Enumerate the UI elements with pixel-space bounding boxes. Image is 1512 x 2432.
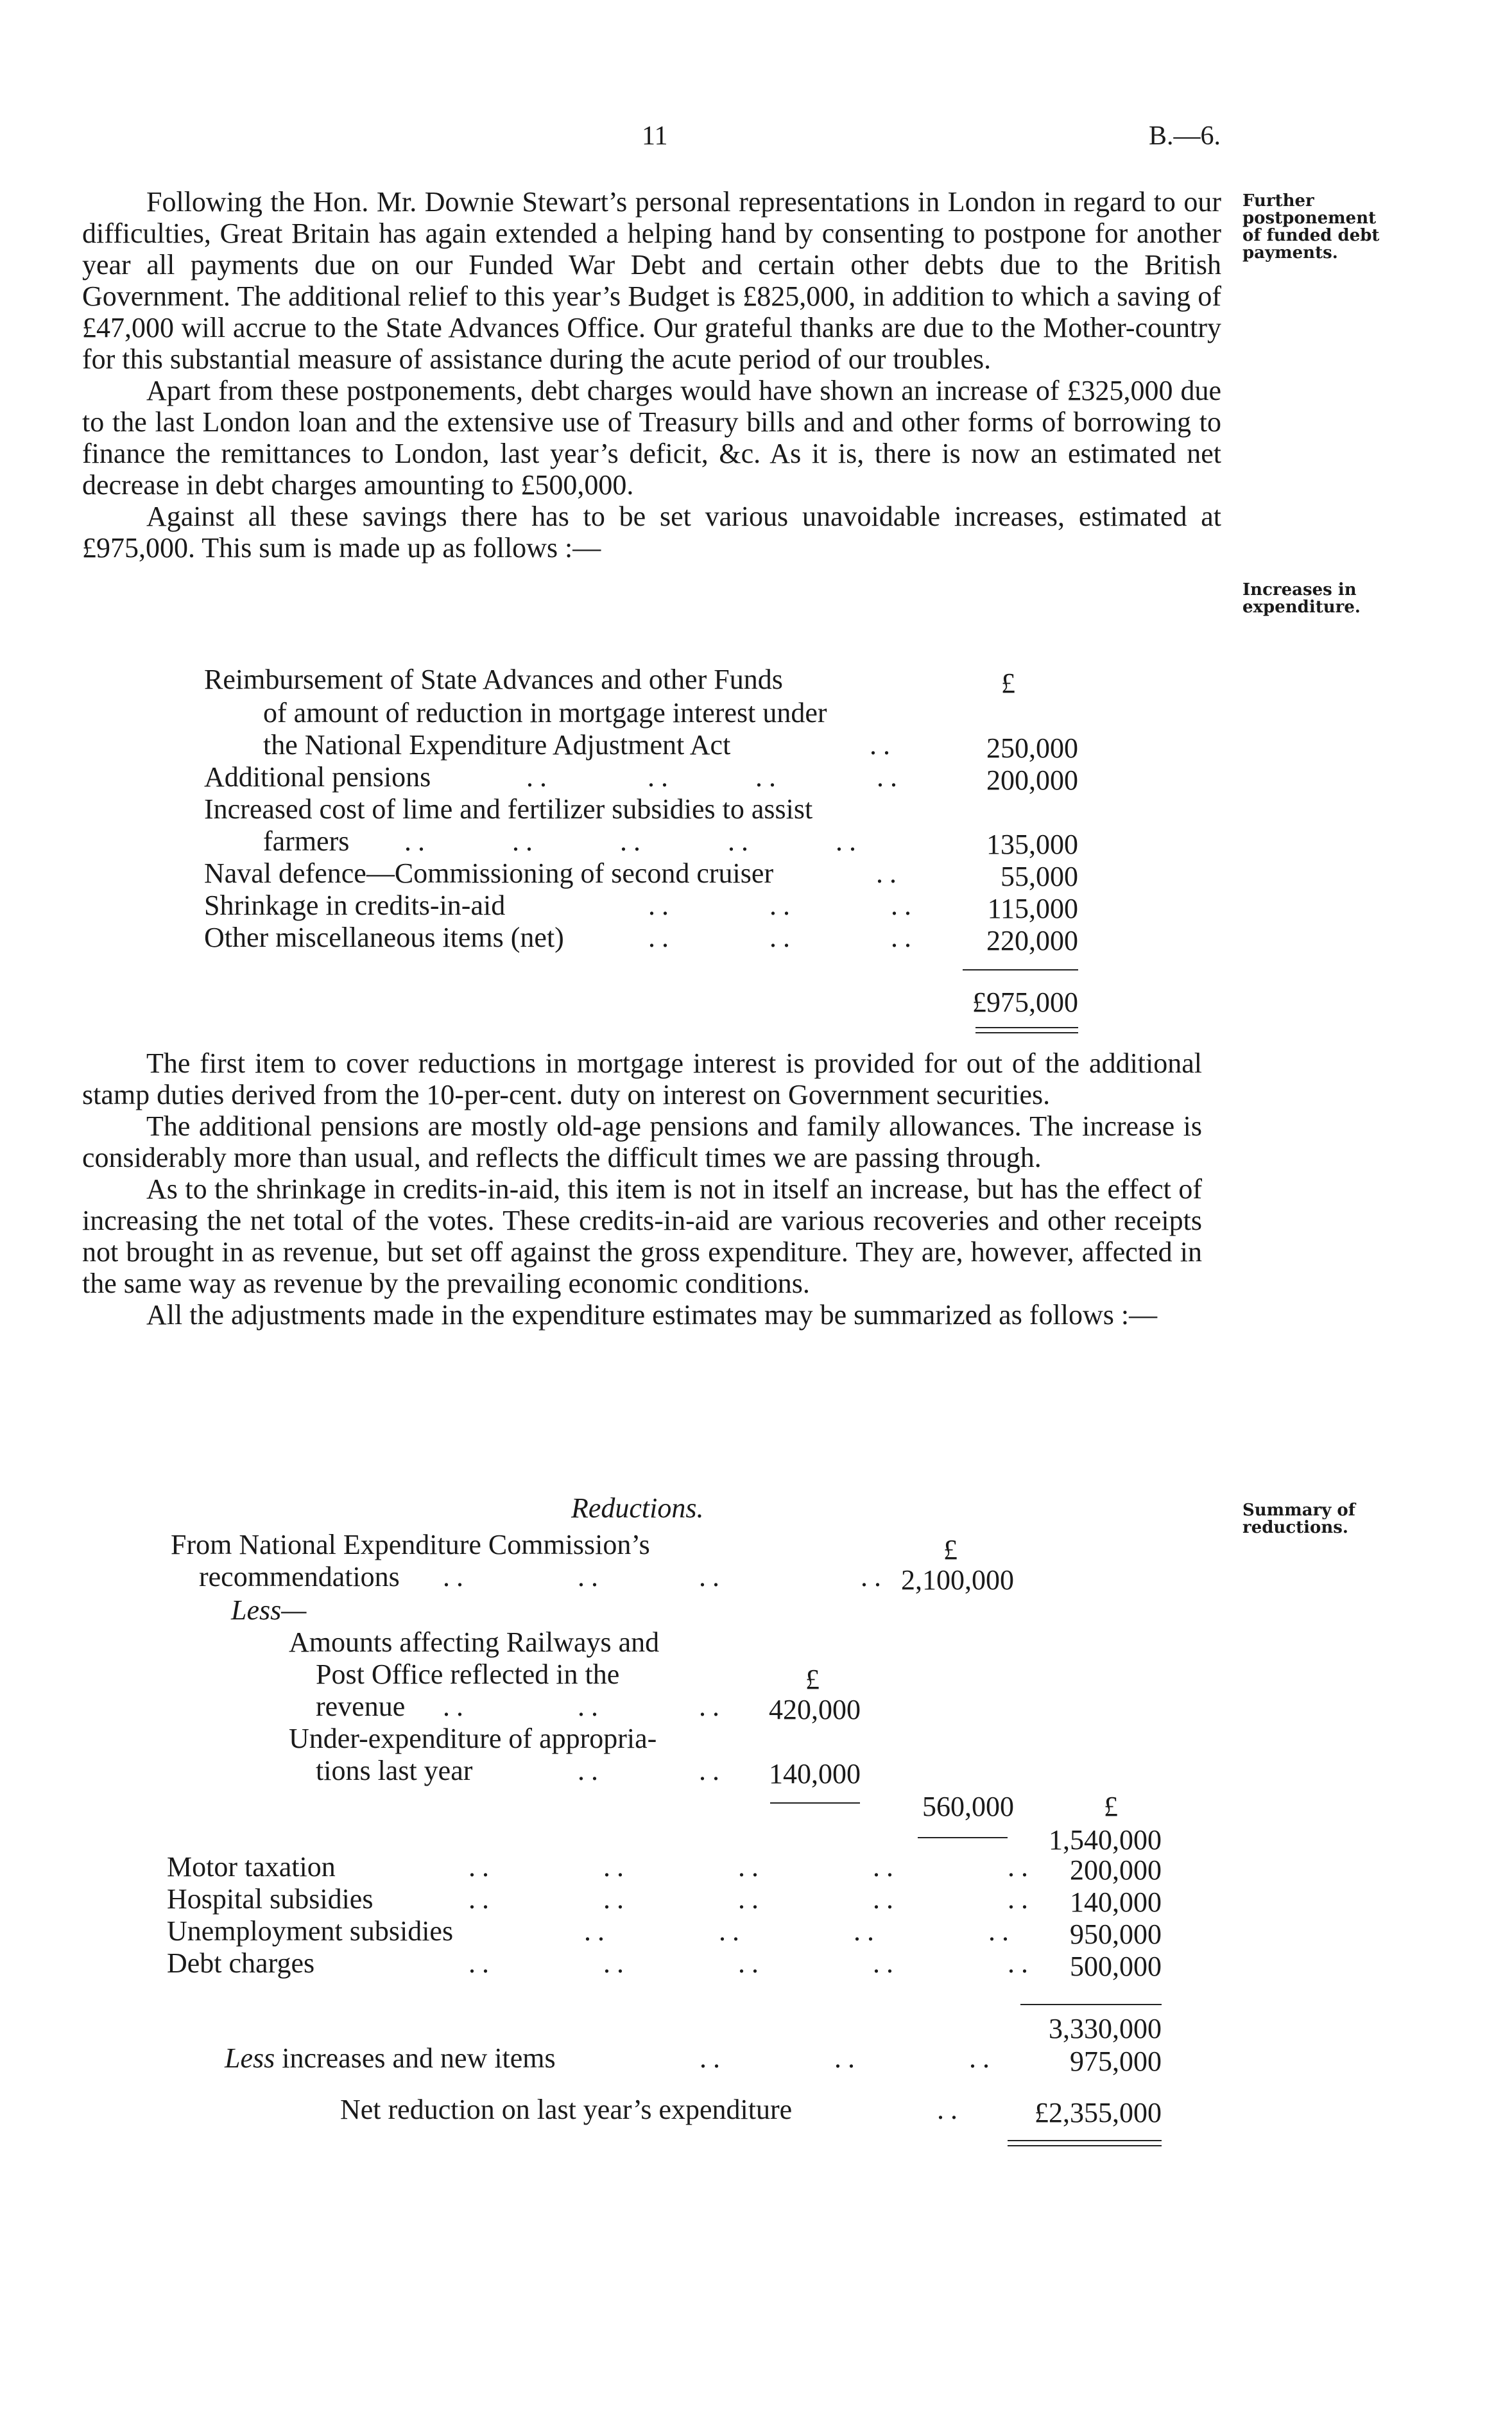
paragraph: As to the shrinkage in credits-in-aid, this item is not in itself an increase, but has the effect of increasing the net total of the votes. These credits-in-aid are various recoveries and other receipts not brought in as revenue, but set off against the gross expenditure. They are, however, affected in the same way as revenue by the prevailing economic conditions.: [82, 1173, 1202, 1299]
commission-value: 2,100,000: [901, 1564, 1014, 1596]
paragraph: Against all these savings there has to be set various unavoidable increases, estimated at £975,000. This sum is made up as follows :—: [82, 501, 1221, 564]
increase-value: 250,000: [986, 732, 1078, 764]
reduction-value: 200,000: [1070, 1854, 1162, 1886]
reduction-label: Hospital subsidies: [167, 1883, 374, 1915]
currency-symbol: £: [1104, 1791, 1118, 1822]
subtotal-rule: [1020, 2004, 1162, 2005]
reduction-label: Debt charges: [167, 1947, 315, 1979]
paragraph: The additional pensions are mostly old-age pensions and family allowances. The increase is considerably more than usual, and reflects the difficult times we are passing through.: [82, 1110, 1202, 1173]
net-commission-value: 1,540,000: [1049, 1824, 1162, 1856]
less-increases-value: 975,000: [1070, 2046, 1162, 2077]
underexpenditure-label: Under-expenditure of appropria-: [289, 1723, 657, 1754]
paragraph: All the adjustments made in the expenditure estimates may be summarized as follows :—: [146, 1299, 1158, 1331]
increase-label: Naval defence—Commissioning of second cruiser: [204, 858, 774, 889]
increase-label: Additional pensions: [204, 761, 431, 793]
paragraph: Apart from these postponements, debt charges would have shown an increase of £325,000 due to the last London loan and the extensive use of Treasury bills and and other forms of borrowing to finance the remittances to London, last year’s deficit, &c. As it is, there is now an estimated net decrease in debt charges amounting to £500,000.: [82, 375, 1221, 501]
currency-symbol: £: [805, 1664, 820, 1695]
increase-value: 200,000: [986, 764, 1078, 796]
total-rule: [963, 969, 1078, 970]
increase-label: Reimbursement of State Advances and other Funds: [204, 664, 783, 695]
underexpenditure-value: 140,000: [769, 1758, 861, 1790]
page-number: 11: [642, 121, 668, 151]
increase-value: 135,000: [986, 829, 1078, 860]
currency-symbol: £: [943, 1534, 958, 1565]
reduction-value: 950,000: [1070, 1919, 1162, 1950]
middle-paragraphs: [82, 1048, 1202, 1331]
reduction-label: Motor taxation: [167, 1851, 336, 1883]
paragraph: The first item to cover reductions in mortgage interest is provided for out of the additional stamp duties derived from the 10-per-cent. duty on interest on Government securities.: [82, 1048, 1202, 1110]
increase-label: Shrinkage in credits-in-aid: [204, 890, 506, 921]
increase-value: 115,000: [987, 893, 1078, 924]
net-reduction-label: Net reduction on last year’s expenditure: [340, 2094, 793, 2125]
railways-label: revenue: [316, 1691, 406, 1722]
top-paragraphs: [82, 186, 1221, 564]
margin-note-postponement: Further postponement of funded debt payments.: [1242, 191, 1380, 263]
commission-label: recommendations: [199, 1561, 400, 1592]
reduction-value: 500,000: [1070, 1951, 1162, 1982]
net-reduction-value: £2,355,000: [1035, 2097, 1162, 2128]
increases-total: £975,000: [972, 987, 1078, 1018]
railways-value: 420,000: [769, 1694, 861, 1725]
underexpenditure-label: tions last year: [316, 1755, 473, 1786]
currency-symbol: £: [1001, 668, 1015, 699]
less-total-value: 560,000: [922, 1791, 1014, 1822]
increase-value: 220,000: [986, 925, 1078, 956]
less-increases-label: increases and new items: [282, 2042, 556, 2074]
increase-label: of amount of reduction in mortgage interest under: [263, 697, 827, 729]
railways-label: Amounts affecting Railways and: [289, 1626, 660, 1658]
less-italic: Less: [225, 2042, 275, 2074]
paragraph: Following the Hon. Mr. Downie Stewart’s personal representations in London in regard to our difficulties, Great Britain has again extended a helping hand by consenting to postpone for another year all payments due on our Funded War Debt and certain other debts due to the British Government. The additional relief to this year’s Budget is £825,000, in addition to which a saving of £47,000 will accrue to the State Advances Office. Our grateful thanks are due to the Mother-country for this substantial measure of assistance during the acute period of our troubles.: [82, 186, 1221, 375]
reduction-label: Unemployment subsidies: [167, 1915, 454, 1947]
increase-value: 55,000: [1001, 861, 1078, 892]
increase-label: farmers: [263, 825, 350, 857]
commission-label: From National Expenditure Commission’s: [171, 1529, 650, 1560]
increase-label: Increased cost of lime and fertilizer subsidies to assist: [204, 793, 813, 825]
increase-label: Other miscellaneous items (net): [204, 922, 564, 953]
reductions-heading: Reductions.: [571, 1492, 704, 1524]
less-label: Less—: [231, 1594, 307, 1626]
increase-label: the National Expenditure Adjustment Act: [263, 729, 731, 761]
margin-note-summary: Summary of reductions.: [1242, 1501, 1355, 1537]
railways-label: Post Office reflected in the: [316, 1659, 620, 1690]
subtotal-value: 3,330,000: [1049, 2013, 1162, 2044]
reduction-value: 140,000: [1070, 1886, 1162, 1918]
document-code: B.—6.: [1149, 121, 1221, 151]
double-rule: [975, 1027, 1078, 1028]
margin-note-increases: Increases in expenditure.: [1242, 580, 1361, 617]
double-rule: [1008, 2140, 1162, 2141]
